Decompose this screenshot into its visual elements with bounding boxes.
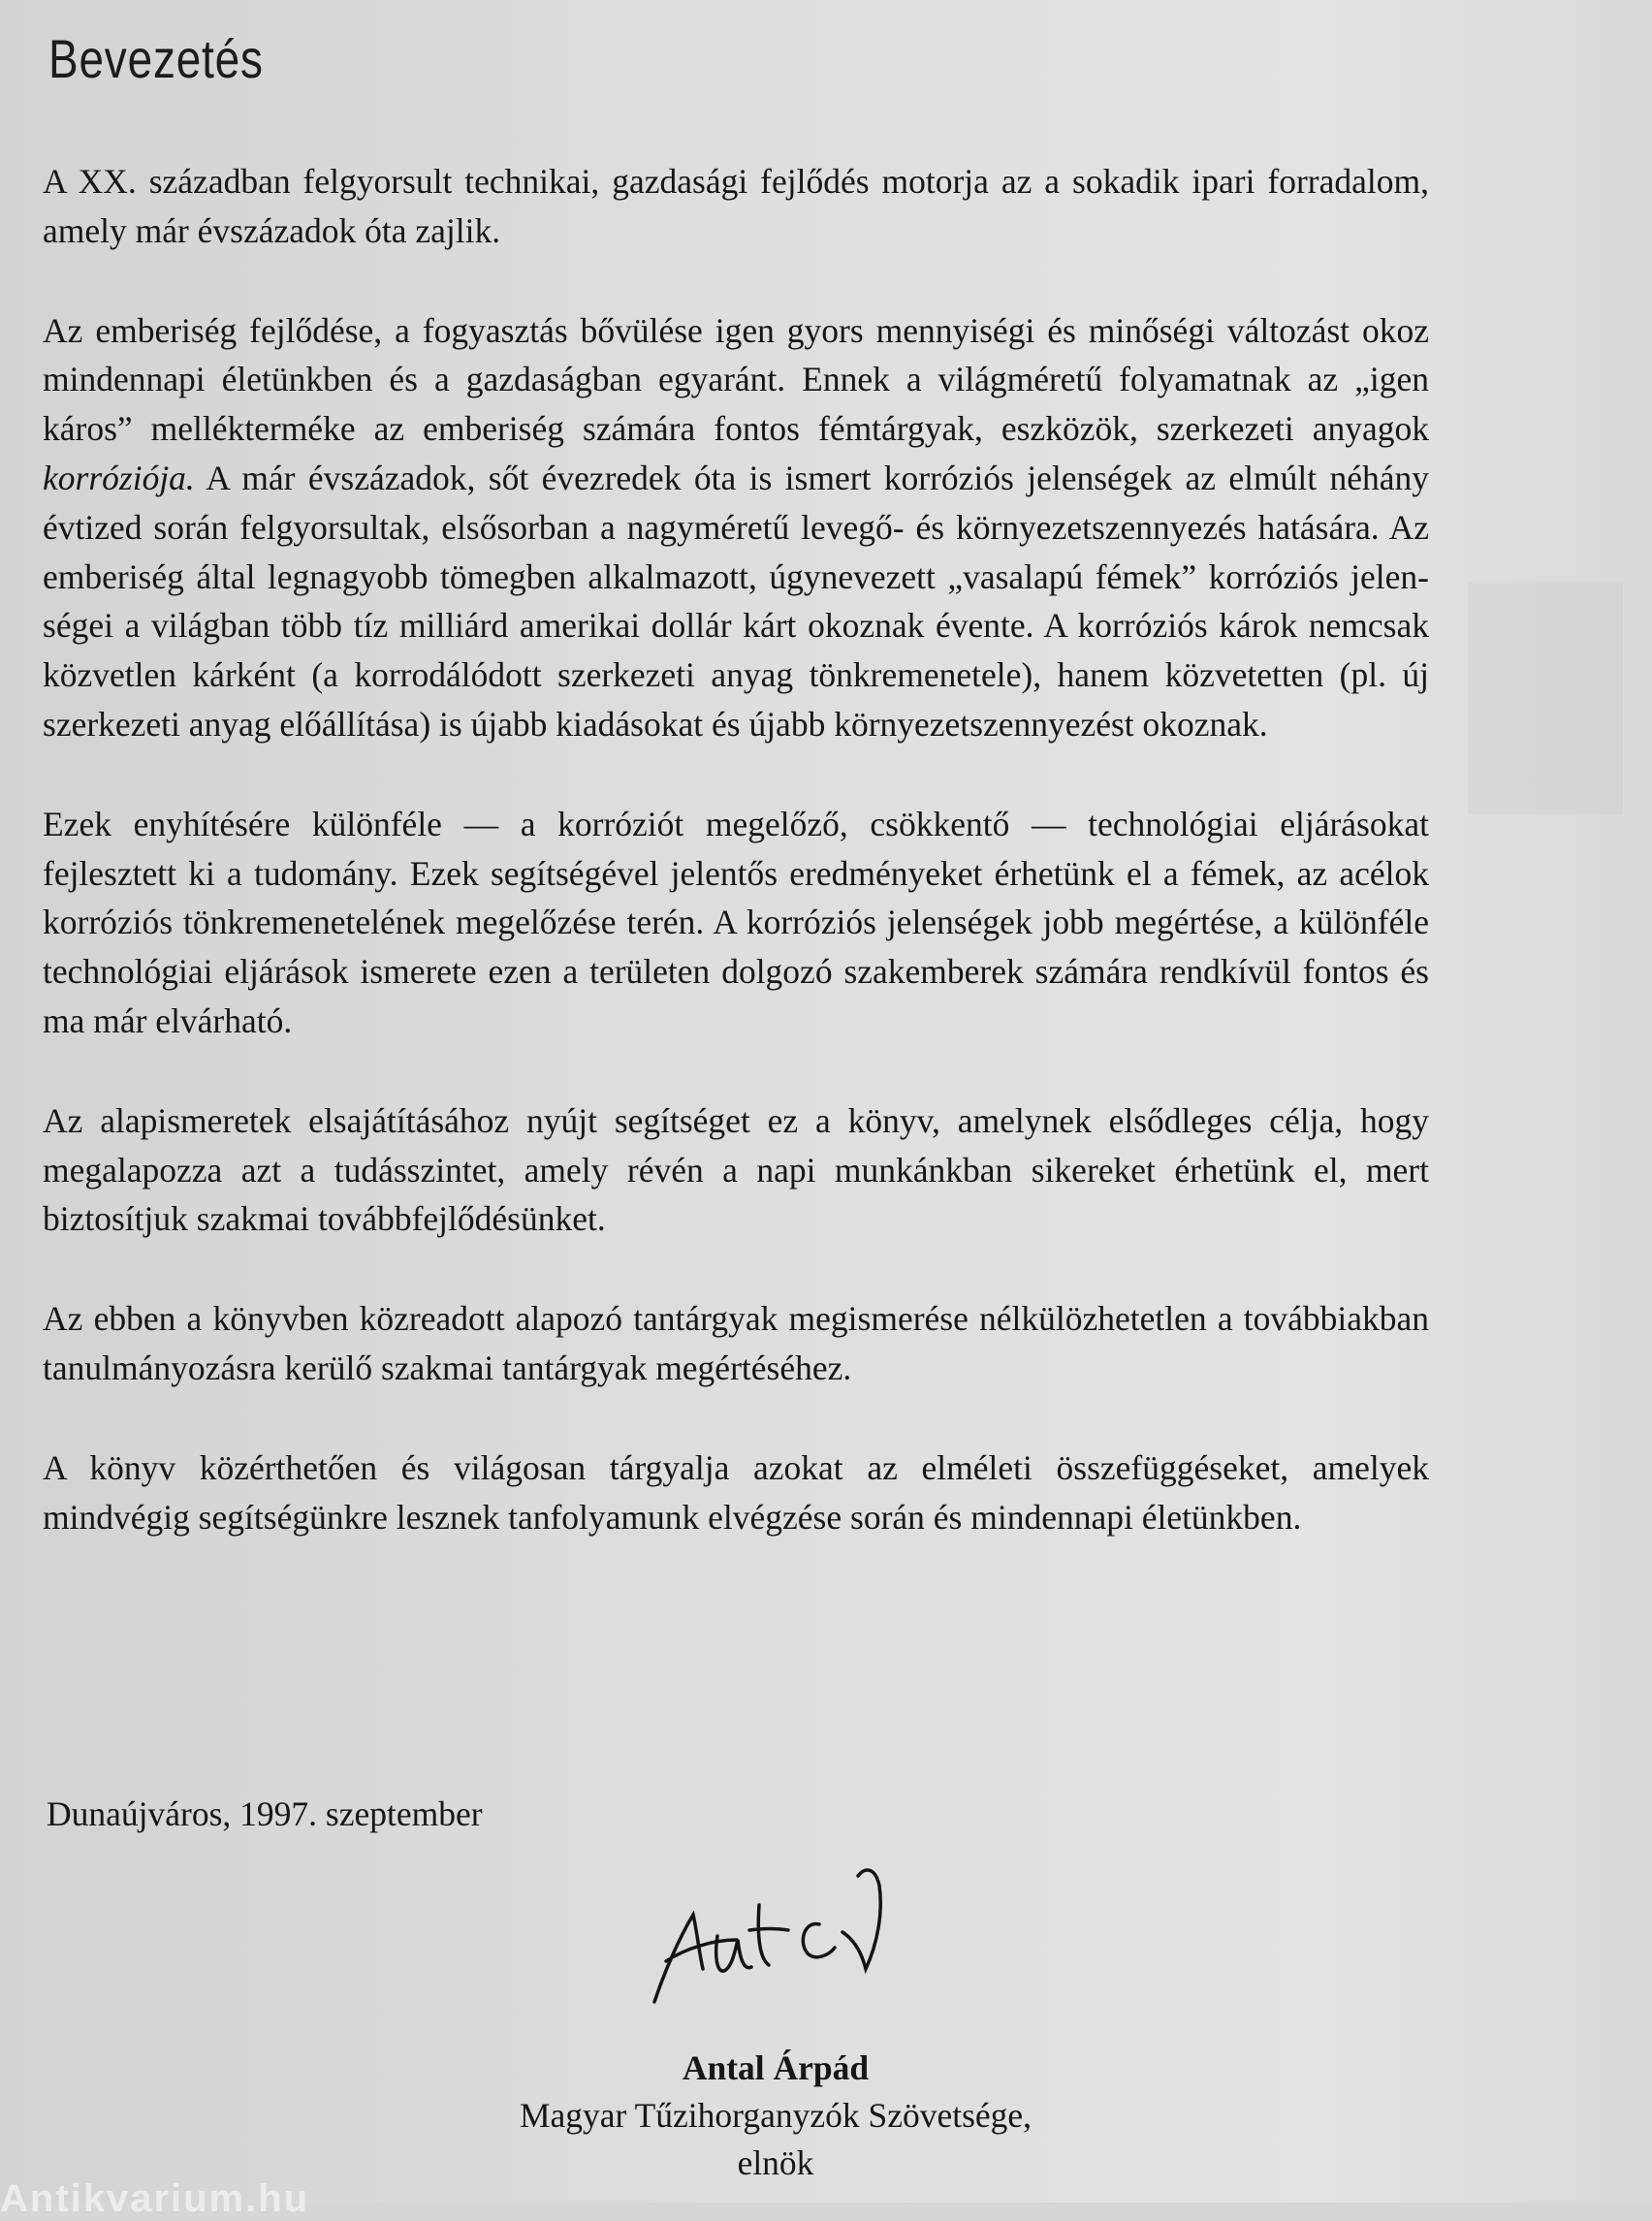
bleed-through-shadow <box>1468 582 1623 814</box>
signer-name: Antal Árpád <box>682 2048 870 2087</box>
page-title: Bevezetés <box>48 28 264 89</box>
handwritten-signature <box>635 1847 916 2021</box>
watermark: Antikvarium.hu <box>0 2177 310 2220</box>
paragraph-6: A könyv közérthetően és világosan tárgyalja azokat az elméleti összefüggéseket, amelyek mindvégig segítségünkre lesznek tanfolyamunk elvégzése során és mindennapi életünkben. <box>43 1447 1429 1537</box>
italic-term: korróziója. <box>43 458 195 497</box>
paragraph-4: Az alapismeretek elsajátításához nyújt segítséget ez a könyv, amelynek elsődleges célja, hogy megalapozza azt a tudásszintet, amely révén a napi munkánkban sikereket érhetünk el, mert biztosítjuk szakmai továbbfejlődésünket. <box>43 1100 1429 1239</box>
signer-role: elnök <box>737 2143 814 2182</box>
paragraph-2-part-1: Az emberiség fejlődése, a fogyasztás bővülése igen gyors mennyiségi és minőségi változást okoz mindennapi életünkben és a gazdaságban egyaránt. Ennek a világméretű folyamatnak az „igen káros” mellékterméke az emberiség számára fontos fémtárgyak, eszközök, szerkezeti anyagok <box>43 310 1429 449</box>
paragraph-2 <box>43 306 1429 749</box>
paragraph-1: A XX. században felgyorsult technikai, gazdasági fejlődés motorja az a sokadik ipari forradalom, amely már évszázadok óta zajlik. <box>43 162 1429 250</box>
signer-organization: Magyar Tűzihorganyzók Szövetsége, <box>519 2096 1032 2135</box>
place-date: Dunaújváros, 1997. szeptember <box>47 1794 483 1833</box>
paragraph-2-part-2: A már évszázadok, sőt évezredek óta is ismert korróziós jelenségek az elmúlt néhány évtized során felgyorsultak, elsősorban a nagyméretű levegő- és környezetszennyezés hatására. Az emberiség által legnagyobb tömegben alkalmazott, úgynevezett „vasalapú fémek” korróziós jelenségei a világban több tíz milliárd amerikai dollár kárt okoznak évente. A korróziós károk nemcsak közvetlen kárként (a korrodálódott szerkezeti anyag tönkremenetele), hanem közvetetten (pl. új szerkezeti anyag előállítása) is újabb kiadásokat és újabb környezetszennyezést okoznak. <box>43 458 1429 744</box>
paragraph-3: Ezek enyhítésére különféle — a korróziót megelőző, csökkentő — technológiai eljárásokat fejlesztett ki a tudomány. Ezek segítségével jelentős eredményeket érhetünk el a fémek, az acélok korróziós tönkremenetelének megelőzése terén. A korróziós jelenségek jobb megértése, a különféle technológiai eljárások ismerete ezen a területen dolgozó szakemberek számára rendkívül fontos és ma már elvárható. <box>43 804 1429 1040</box>
paragraph-5: Az ebben a könyvben közreadott alapozó tantárgyak megismerése nélkülözhetetlen a továbbiakban tanulmányozásra kerülő szakmai tantárgyak megértéséhez. <box>43 1299 1429 1387</box>
body-text <box>43 157 1429 1592</box>
